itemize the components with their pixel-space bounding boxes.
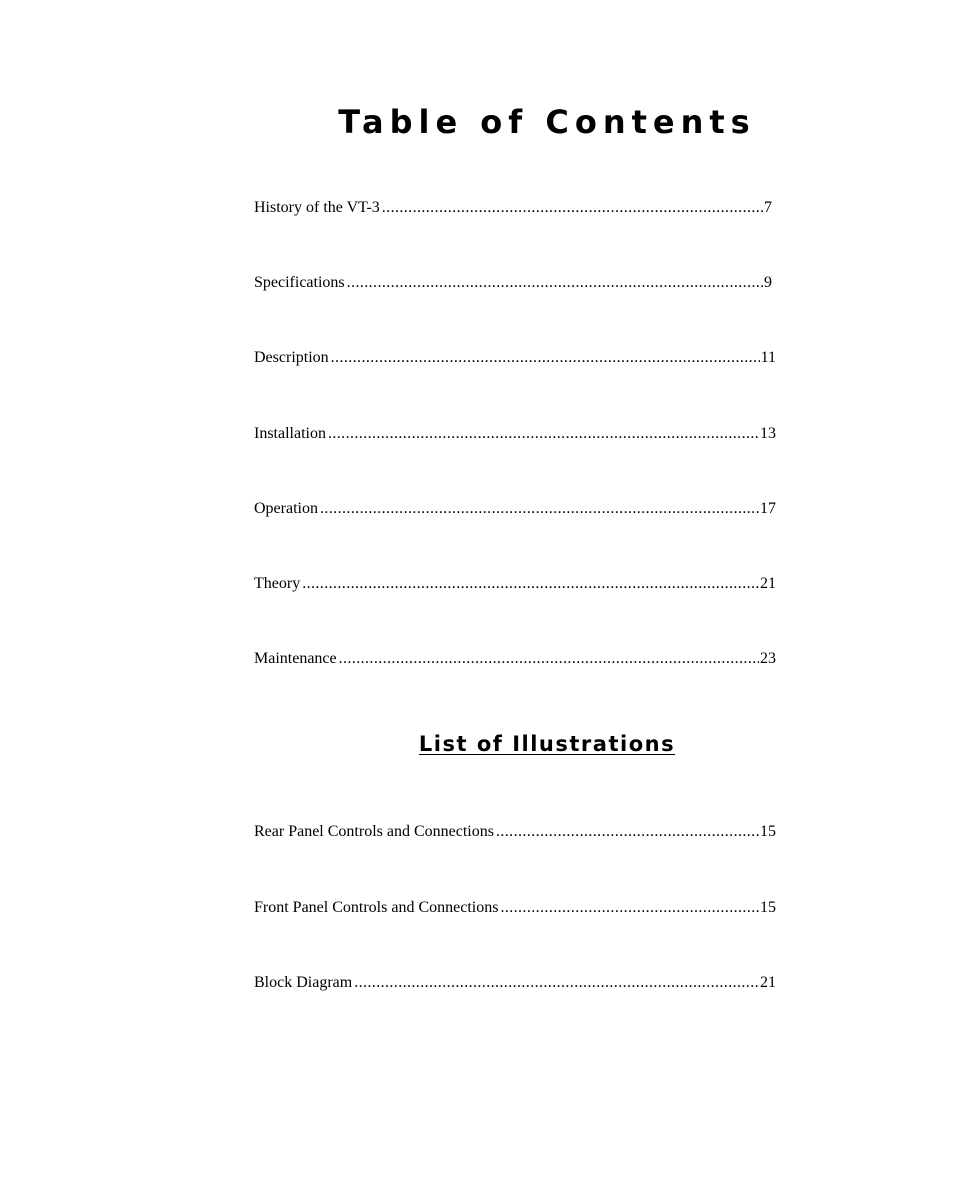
illustrations-heading: List of Illustrations	[418, 732, 676, 756]
illustration-entry-rear-panel[interactable]	[254, 821, 776, 843]
dot-leader	[500, 897, 759, 919]
illustration-entry-page: 15	[760, 823, 776, 840]
toc-entry-page: 13	[760, 425, 776, 442]
dot-leader	[302, 573, 759, 595]
illustration-entry-block-diagram[interactable]	[254, 972, 776, 994]
illustration-entry-label: Front Panel Controls and Connections	[254, 899, 499, 916]
dot-leader	[328, 423, 759, 445]
toc-entry-page: 7	[764, 199, 772, 216]
toc-entry-page: 17	[760, 500, 776, 517]
toc-entry-label: Installation	[254, 425, 326, 442]
toc-entry-specifications[interactable]	[254, 272, 776, 294]
toc-entry-page: 9	[764, 274, 772, 291]
dot-leader	[331, 347, 760, 369]
toc-entry-history[interactable]	[254, 197, 776, 219]
illustration-entry-page: 15	[760, 899, 776, 916]
dot-leader	[347, 272, 763, 294]
illustration-entry-label: Rear Panel Controls and Connections	[254, 823, 494, 840]
toc-entry-label: Operation	[254, 500, 318, 517]
toc-entry-theory[interactable]	[254, 573, 776, 595]
dot-leader	[354, 972, 759, 994]
page-title: Table of Contents	[338, 103, 756, 141]
illustration-entry-label: Block Diagram	[254, 974, 353, 991]
toc-entry-label: Maintenance	[254, 650, 337, 667]
section-title	[254, 728, 840, 760]
toc-entry-page: 11	[760, 349, 776, 366]
toc-entry-label: History of the VT-3	[254, 199, 380, 216]
toc-entry-installation[interactable]	[254, 423, 776, 445]
dot-leader	[339, 648, 759, 670]
dot-leader	[320, 498, 759, 520]
toc-entry-description[interactable]	[254, 347, 776, 369]
toc-entry-maintenance[interactable]	[254, 648, 776, 670]
toc-entry-page: 21	[760, 575, 776, 592]
illustration-entry-front-panel[interactable]	[254, 897, 776, 919]
toc-entry-operation[interactable]	[254, 498, 776, 520]
dot-leader	[496, 821, 759, 843]
dot-leader	[382, 197, 763, 219]
toc-entry-label: Description	[254, 349, 329, 366]
toc-entry-label: Specifications	[254, 274, 345, 291]
toc-entry-page: 23	[760, 650, 776, 667]
toc-entry-label: Theory	[254, 575, 301, 592]
illustration-entry-page: 21	[760, 974, 776, 991]
